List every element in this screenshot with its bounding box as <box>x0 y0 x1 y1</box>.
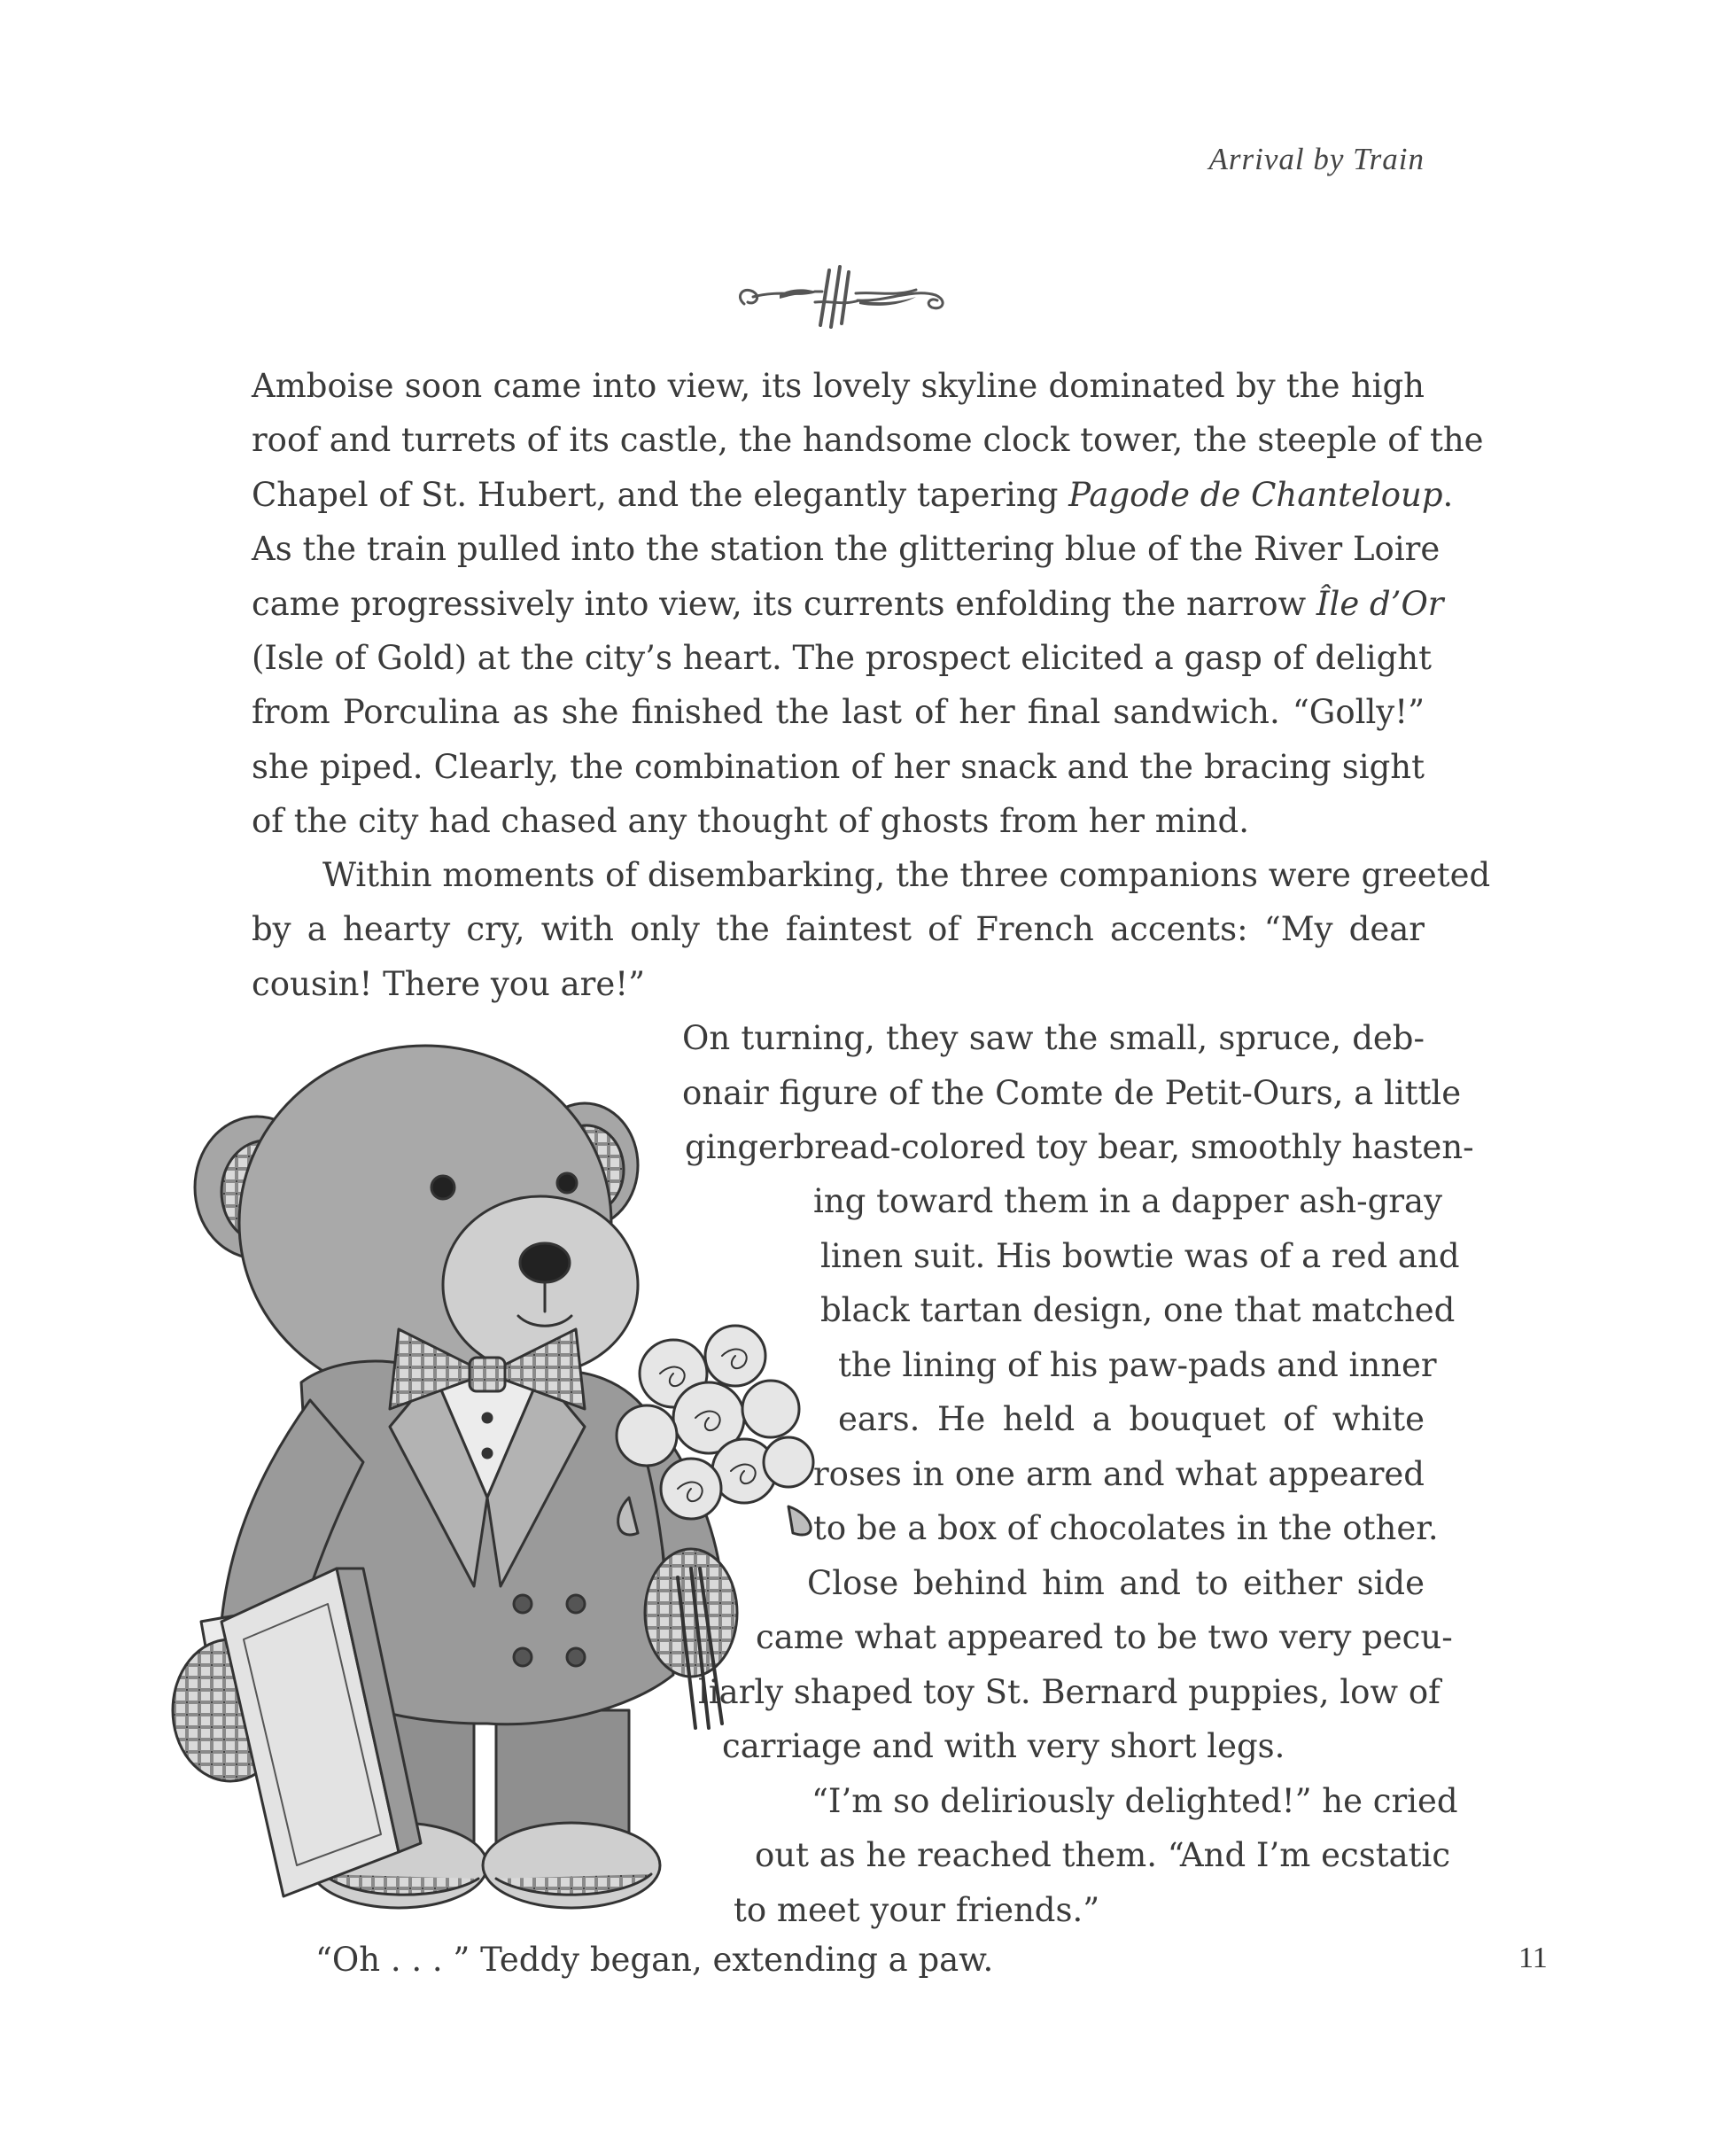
text-line: the lining of his paw-pads and inner <box>838 1346 1437 1384</box>
text-line: to meet your friends.” <box>734 1891 1100 1929</box>
text-line: On turning, they saw the small, spruce, deb- <box>682 1019 1425 1057</box>
text-line: roses in one arm and what appeared <box>813 1455 1425 1493</box>
text-line: gingerbread-colored toy bear, smoothly hasten- <box>685 1128 1474 1166</box>
text-line: to be a box of chocolates in the other. <box>813 1509 1439 1547</box>
text-line: by a hearty cry, with only the faintest of French accents: “My dear <box>252 910 1425 949</box>
page-number: 11 <box>1518 1942 1548 1974</box>
text-line: out as he reached them. “And I’m ecstatic <box>755 1836 1451 1874</box>
text-line: liarly shaped toy St. Bernard puppies, low of <box>698 1673 1441 1711</box>
text-line: As the train pulled into the station the glittering blue of the River Loire <box>252 530 1441 569</box>
text-line: (Isle of Gold) at the city’s heart. The prospect elicited a gasp of delight <box>252 638 1432 677</box>
text-line: onair figure of the Comte de Petit-Ours, a little <box>682 1074 1462 1112</box>
text-run: came progressively into view, its currents enfolding the narrow <box>252 584 1316 623</box>
text-line: carriage and with very short legs. <box>722 1727 1285 1765</box>
text-line: ing toward them in a dapper ash-gray <box>813 1182 1442 1220</box>
text-line: cousin! There you are!” <box>252 964 646 1003</box>
text-line: “Oh . . . ” Teddy began, extending a paw. <box>315 1941 994 1979</box>
teddy-bear-illustration <box>168 1001 824 1932</box>
text-line: linen suit. His bowtie was of a red and <box>820 1237 1460 1275</box>
text-line: Within moments of disembarking, the three companions were greeted <box>322 856 1491 894</box>
text-line: ears. He held a bouquet of white <box>838 1400 1425 1438</box>
paragraph-2 <box>252 848 1491 1011</box>
text-line: from Porculina as she finished the last of her final sandwich. “Golly!” <box>252 693 1425 732</box>
text-line <box>252 468 1454 522</box>
text-line: black tartan design, one that matched <box>820 1291 1456 1329</box>
text-line: she piped. Clearly, the combination of her snack and the bracing sight <box>252 747 1425 786</box>
italic-place-name: Île d’Or <box>1316 584 1444 623</box>
text-line: roof and turrets of its castle, the handsome clock tower, the steeple of the <box>252 421 1484 460</box>
text-run: . <box>1442 475 1454 514</box>
paragraph-1 <box>252 359 1484 849</box>
text-line <box>252 577 1444 631</box>
flourish-ornament <box>726 261 957 332</box>
text-line: of the city had chased any thought of ghosts from her mind. <box>252 802 1249 841</box>
text-line: “I’m so deliriously delighted!” he cried <box>812 1782 1458 1820</box>
text-line: Amboise soon came into view, its lovely skyline dominated by the high <box>252 367 1425 405</box>
text-line: Close behind him and to either side <box>807 1564 1425 1602</box>
italic-title: Pagode de Chanteloup <box>1068 475 1443 514</box>
text-line: came what appeared to be two very pecu- <box>756 1618 1453 1656</box>
text-run: Chapel of St. Hubert, and the elegantly tapering <box>252 475 1069 514</box>
running-head: Arrival by Train <box>1208 142 1425 176</box>
